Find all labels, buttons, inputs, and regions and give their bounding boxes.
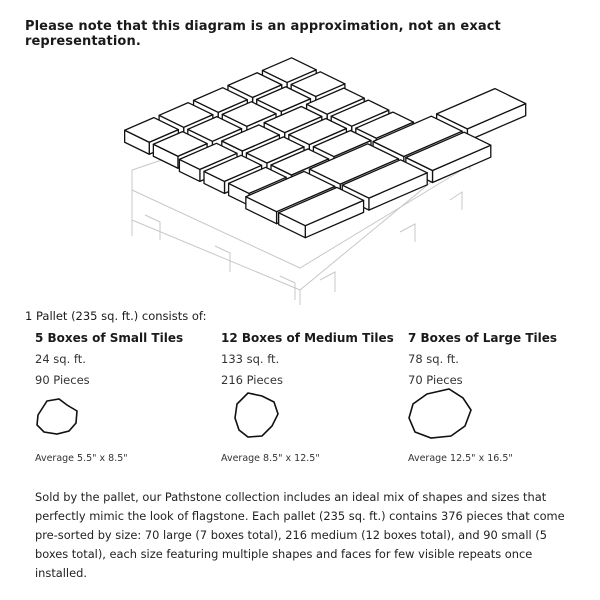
small-tiles-average: Average 5.5" x 8.5" xyxy=(35,453,128,464)
medium-tiles-average: Average 8.5" x 12.5" xyxy=(221,453,320,464)
small-tiles-pieces: 90 Pieces xyxy=(35,373,90,387)
medium-tiles-area: 133 sq. ft. xyxy=(221,352,280,366)
small-tiles-area: 24 sq. ft. xyxy=(35,352,86,366)
medium-tiles-column xyxy=(221,331,406,387)
large-tiles-column xyxy=(408,331,593,387)
pallet-label: 1 Pallet (235 sq. ft.) consists of: xyxy=(25,309,207,323)
disclaimer-note: Please note that this diagram is an approximation, not an exact representation. xyxy=(25,19,501,49)
small-tiles-title: 5 Boxes of Small Tiles xyxy=(35,331,184,345)
large-tiles-area: 78 sq. ft. xyxy=(408,352,459,366)
product-description: Sold by the pallet, our Pathstone collection includes an ideal mix of shapes and sizes that perfectly mimic the look of flagstone. Each pallet (235 sq. ft.) contains 376 pieces that come pre-sorted by size: 70 large (7 boxes total), 216 medium (12 boxes total), and 90 small (5 boxes total), each size featuring multiple shapes and faces for few visible repeats once installed. xyxy=(35,490,565,580)
large-tiles-title: 7 Boxes of Large Tiles xyxy=(408,331,558,345)
medium-stone-shape xyxy=(228,390,286,440)
medium-tiles-pieces: 216 Pieces xyxy=(221,373,283,387)
large-tiles-pieces: 70 Pieces xyxy=(408,373,463,387)
small-stone-shape xyxy=(33,395,83,440)
small-tiles-column xyxy=(35,331,220,387)
medium-tiles-title: 12 Boxes of Medium Tiles xyxy=(221,331,394,345)
large-stone-shape xyxy=(405,386,475,442)
large-tiles-average: Average 12.5" x 16.5" xyxy=(408,453,513,464)
